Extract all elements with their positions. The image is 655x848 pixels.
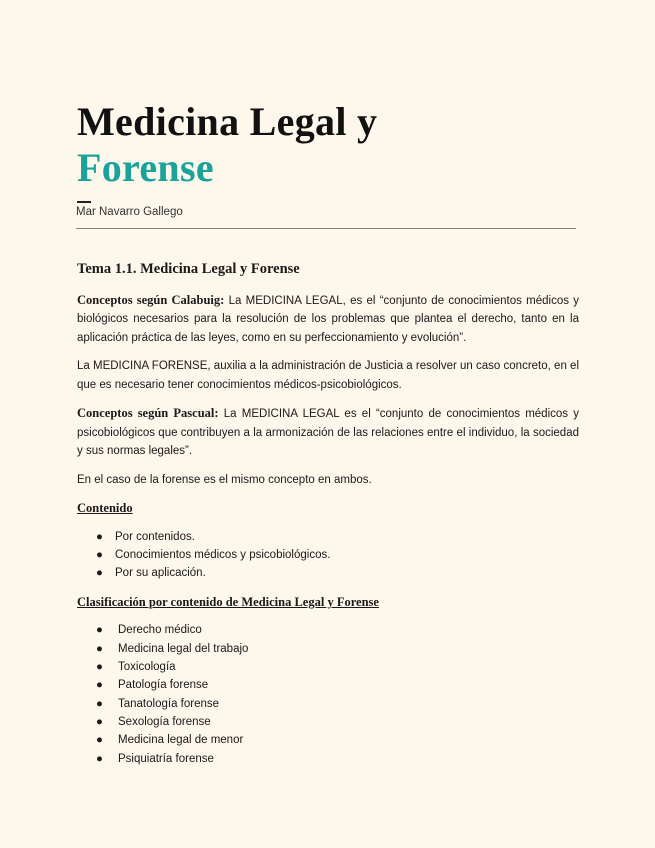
title-short-rule	[77, 201, 91, 203]
list-item	[77, 750, 579, 768]
document-title: Medicina Legal y	[77, 99, 378, 144]
paragraph-text: La MEDICINA FORENSE, auxilia a la administración de Justicia a resolver un caso concreto, en el que es necesario tener conocimientos médicos-psicobiológicos.	[77, 360, 579, 391]
list-item-text: Conocimientos médicos y psicobiológicos.	[115, 549, 331, 562]
bullet-icon: ●	[96, 734, 103, 747]
clasificacion-list	[77, 621, 579, 767]
list-item	[77, 731, 579, 749]
list-item	[77, 658, 579, 676]
list-item	[77, 564, 579, 582]
bullet-icon: ●	[96, 661, 103, 674]
list-item	[77, 546, 579, 564]
paragraph-forense-concepto	[77, 471, 579, 489]
list-item-text: Tanatología forense	[118, 697, 220, 710]
paragraph-text: En el caso de la forense es el mismo concepto en ambos.	[77, 473, 372, 486]
paragraph-text: La MEDICINA LEGAL es el “conjunto de conocimientos médicos y psicobiológicos que contribuyen a la armonización de las relaciones entre el individuo, la sociedad y sus normas legales”.	[77, 408, 579, 457]
bullet-icon: ●	[96, 624, 103, 637]
body-content	[77, 291, 579, 778]
list-item	[77, 676, 579, 694]
paragraph-medicina-forense	[77, 357, 579, 394]
author-name: Mar Navarro Gallego	[76, 206, 183, 218]
contenido-list	[77, 528, 579, 583]
clasificacion-heading: Clasificación por contenido de Medicina Legal y Forense	[77, 595, 379, 609]
list-item-text: Medicina legal de menor	[118, 734, 244, 747]
list-item	[77, 621, 579, 639]
bullet-icon: ●	[96, 752, 103, 765]
contenido-heading: Contenido	[77, 501, 133, 516]
list-item	[77, 713, 579, 731]
bullet-icon: ●	[96, 679, 103, 692]
list-item	[77, 640, 579, 658]
list-item-text: Derecho médico	[118, 624, 202, 637]
section-heading: Tema 1.1. Medicina Legal y Forense	[77, 261, 300, 277]
list-item-text: Medicina legal del trabajo	[118, 642, 249, 655]
paragraph-calabuig	[77, 291, 579, 347]
paragraph-pascual	[77, 404, 579, 460]
bullet-icon: ●	[96, 642, 103, 655]
header-divider	[76, 228, 576, 229]
list-item-text: Toxicología	[118, 661, 176, 674]
list-item-text: Por su aplicación.	[115, 567, 206, 580]
list-item-text: Sexología forense	[118, 715, 211, 728]
list-item-text: Por contenidos.	[115, 530, 195, 543]
bullet-icon: ●	[96, 697, 103, 710]
list-item-text: Psiquiatría forense	[118, 752, 214, 765]
bullet-icon: ●	[96, 530, 103, 543]
list-item	[77, 695, 579, 713]
bullet-icon: ●	[96, 715, 103, 728]
paragraph-text: La MEDICINA LEGAL, es el “conjunto de conocimientos médicos y biológicos necesarios para la resolución de los problemas que plantea el derecho, tanto en la aplicación práctica de las leyes, como en su perfeccionamiento y evolución”.	[77, 295, 579, 344]
document-title-accent: Forense	[77, 145, 214, 190]
bullet-icon: ●	[96, 567, 103, 580]
paragraph-bold-label: Conceptos según Calabuig:	[77, 293, 225, 307]
paragraph-bold-label: Conceptos según Pascual:	[77, 406, 219, 421]
bullet-icon: ●	[96, 549, 103, 562]
list-item-text: Patología forense	[118, 679, 209, 692]
list-item	[77, 528, 579, 546]
